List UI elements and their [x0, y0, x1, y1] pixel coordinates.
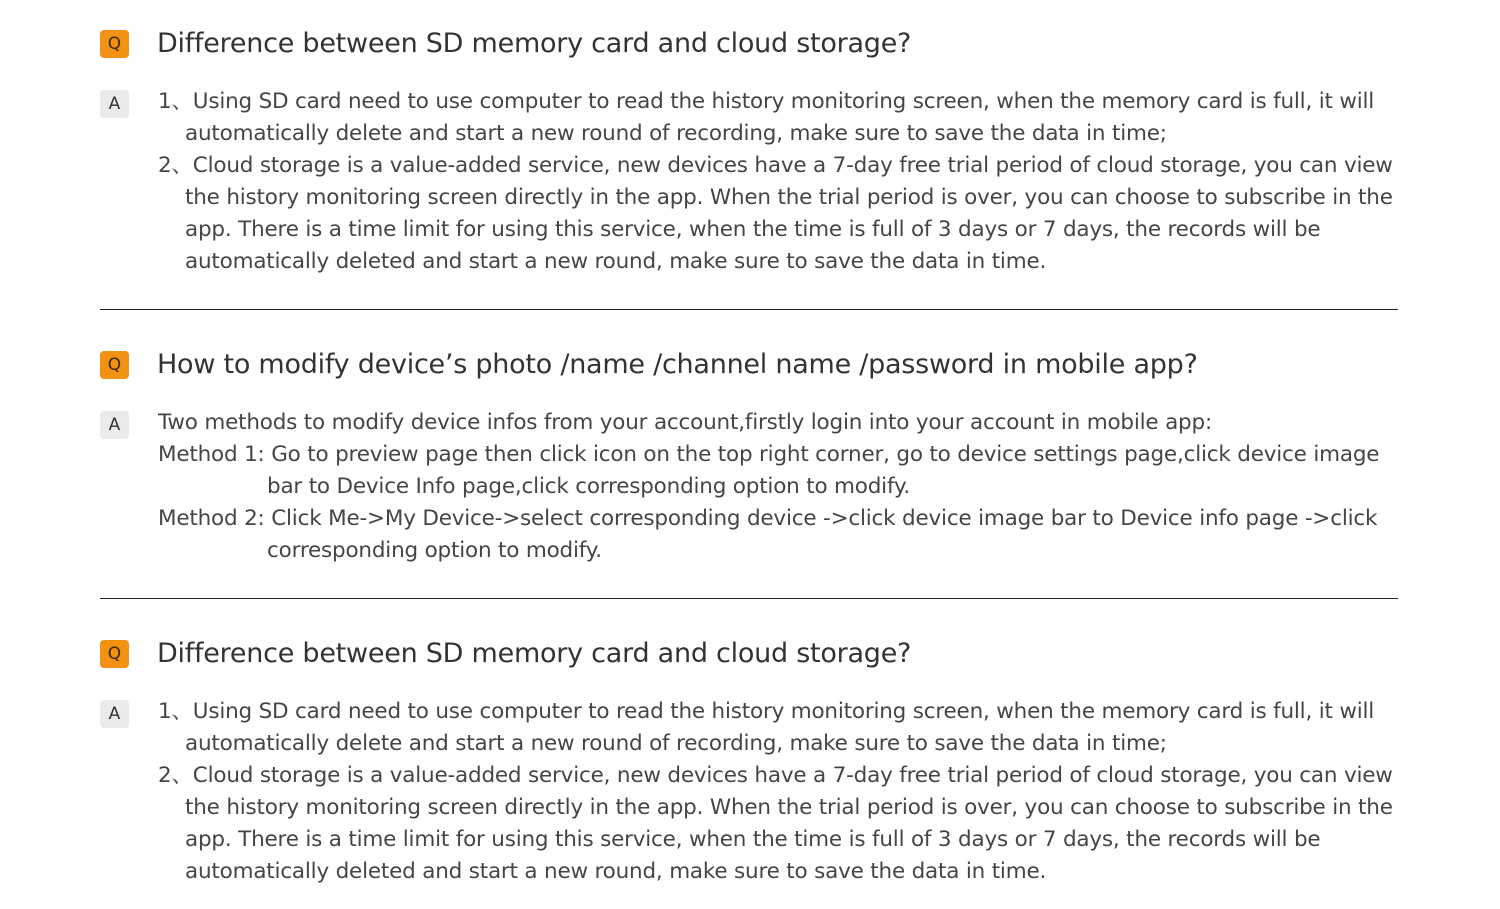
answer-line: 1、Using SD card need to use computer to read the history monitoring screen, when the memory card is full, it will — [158, 89, 1375, 114]
answer-line: automatically deleted and start a new round, make sure to save the data in time. — [185, 859, 1047, 884]
answer-text — [158, 86, 1398, 278]
answer-line: Method 2: Click Me->My Device->select corresponding device ->click device image bar to Device info page ->click — [158, 506, 1378, 531]
question-text: Difference between SD memory card and cloud storage? — [157, 638, 912, 669]
question-badge: Q — [100, 351, 129, 379]
answer-line: 2、Cloud storage is a value-added service, new devices have a 7-day free trial period of cloud storage, you can view — [158, 153, 1393, 178]
answer-line: automatically deleted and start a new round, make sure to save the data in time. — [185, 249, 1047, 274]
answer-line: Method 1: Go to preview page then click icon on the top right corner, go to device settings page,click device image — [158, 442, 1380, 467]
answer-line: automatically delete and start a new round of recording, make sure to save the data in time; — [185, 731, 1167, 756]
answer-method-2 — [158, 503, 1398, 567]
question-text: How to modify device’s photo /name /channel name /password in mobile app? — [157, 349, 1198, 380]
answer-method-1 — [158, 439, 1398, 503]
answer-line: app. There is a time limit for using this service, when the time is full of 3 days or 7 days, the records will be — [185, 827, 1321, 852]
section-divider — [100, 309, 1398, 310]
answer-line: the history monitoring screen directly in the app. When the trial period is over, you can choose to subscribe in the — [185, 185, 1393, 210]
answer-line: corresponding option to modify. — [267, 538, 602, 563]
answer-badge: A — [100, 90, 129, 118]
question-badge: Q — [100, 30, 129, 58]
answer-line: the history monitoring screen directly in the app. When the trial period is over, you can choose to subscribe in the — [185, 795, 1393, 820]
answer-text — [158, 696, 1398, 888]
answer-badge: A — [100, 700, 129, 728]
answer-line: app. There is a time limit for using this service, when the time is full of 3 days or 7 days, the records will be — [185, 217, 1321, 242]
answer-text — [158, 407, 1398, 567]
answer-item-1 — [158, 86, 1398, 150]
answer-line: 2、Cloud storage is a value-added service, new devices have a 7-day free trial period of cloud storage, you can view — [158, 763, 1393, 788]
answer-item-2 — [158, 150, 1398, 278]
answer-line: automatically delete and start a new round of recording, make sure to save the data in time; — [185, 121, 1167, 146]
question-badge: Q — [100, 640, 129, 668]
answer-line: 1、Using SD card need to use computer to read the history monitoring screen, when the memory card is full, it will — [158, 699, 1375, 724]
answer-item-1 — [158, 696, 1398, 760]
question-text: Difference between SD memory card and cloud storage? — [157, 28, 912, 59]
answer-intro: Two methods to modify device infos from your account,firstly login into your account in mobile app: — [158, 410, 1212, 435]
answer-line: bar to Device Info page,click corresponding option to modify. — [267, 474, 911, 499]
answer-badge: A — [100, 411, 129, 439]
section-divider — [100, 598, 1398, 599]
answer-item-2 — [158, 760, 1398, 888]
